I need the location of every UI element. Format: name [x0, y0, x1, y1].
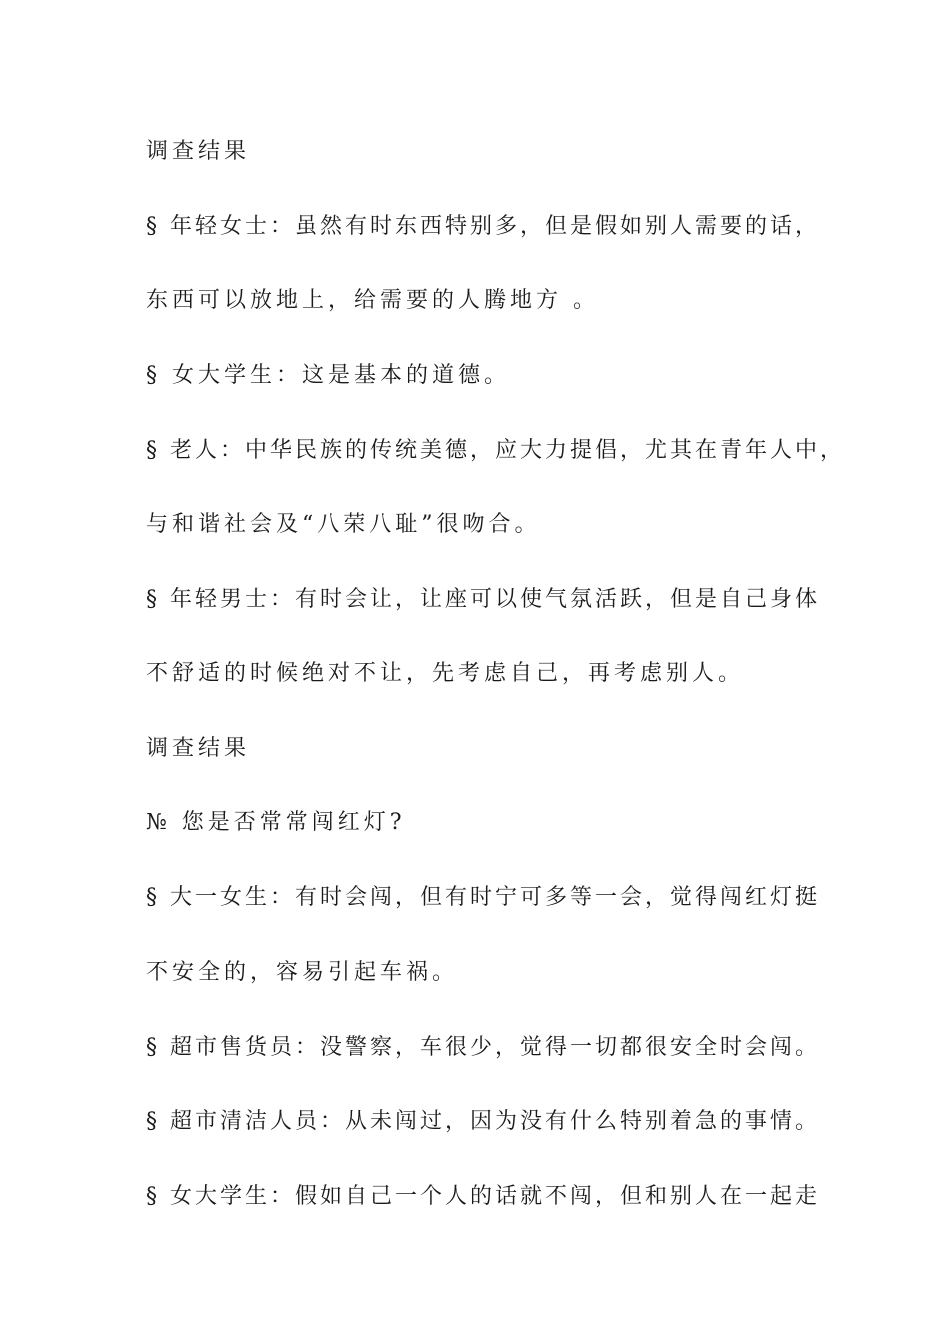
- paragraph-line: 不舒适的时候绝对不让，先考虑自己，再考虑别人。: [146, 661, 745, 686]
- section-heading: 调查结果: [146, 736, 251, 761]
- question-line: № 您是否常常闯红灯?: [146, 810, 406, 835]
- paragraph-line: 与和谐社会及“八荣八耻”很吻合。: [146, 512, 541, 537]
- paragraph-line: § 女大学生：假如自己一个人的话就不闯，但和别人在一起走: [146, 1184, 820, 1209]
- paragraph-line: § 年轻男士：有时会让，让座可以使气氛活跃，但是自己身体: [146, 587, 820, 612]
- paragraph-line: § 超市售货员：没警察，车很少，觉得一切都很安全时会闯。: [146, 1035, 820, 1060]
- section-heading: 调查结果: [146, 139, 251, 164]
- paragraph-line: § 老人：中华民族的传统美德，应大力提倡，尤其在青年人中，: [146, 438, 845, 463]
- paragraph-line: § 女大学生：这是基本的道德。: [146, 363, 510, 388]
- paragraph-line: 东西可以放地上，给需要的人腾地方 。: [146, 288, 599, 313]
- paragraph-line: § 大一女生：有时会闯，但有时宁可多等一会，觉得闯红灯挺: [146, 885, 820, 910]
- paragraph-line: § 超市清洁人员：从未闯过，因为没有什么特别着急的事情。: [146, 1109, 820, 1134]
- paragraph-line: 不安全的，容易引起车祸。: [146, 960, 459, 985]
- paragraph-line: § 年轻女士：虽然有时东西特别多，但是假如别人需要的话，: [146, 214, 820, 239]
